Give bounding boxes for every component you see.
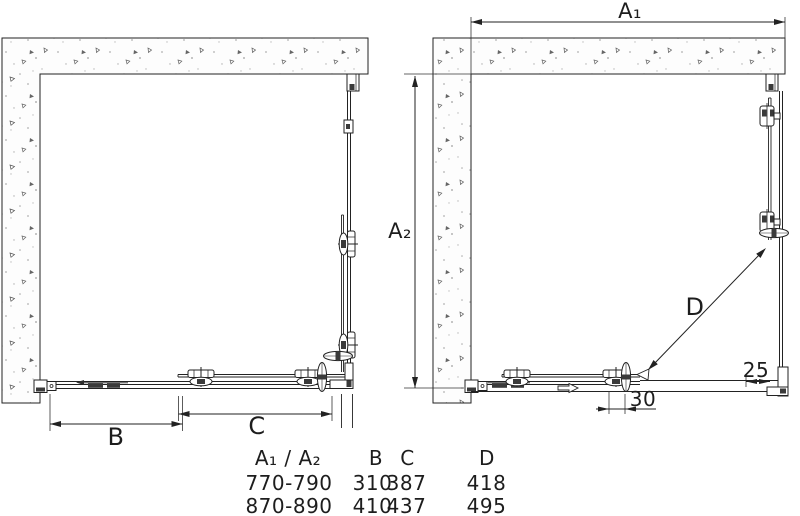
corner-knob-horizontal [324,351,353,360]
table-header-d: D [479,446,495,470]
dimension-a1-label: A₁ [618,0,642,23]
dimension-d-label: D [685,293,705,321]
cell-b-row1: 310 [352,471,393,495]
bottom-door-roller-left [504,367,530,387]
side-door-knob [760,228,789,237]
cell-c-row1: 387 [386,471,427,495]
dimension-25-label: 25 [742,358,770,382]
cell-a-row2: 870-890 [245,494,333,516]
table-header-a: A₁ / A₂ [254,446,322,470]
cell-d-row2: 495 [466,494,507,516]
dimension-c-label: C [248,412,266,440]
wall-profile-top [347,74,359,91]
cell-c-row2: 437 [386,494,427,516]
bottom-door-roller-left [188,367,214,387]
dimension-30-label: 30 [629,387,657,411]
table-header-b: B [368,446,384,470]
dimension-b-label: B [107,423,125,451]
table-row [245,494,506,516]
glass-connector [344,120,353,133]
wall-profile-bottom [465,380,487,393]
table-header-c: C [400,446,415,470]
dimension-a2-label: A₂ [388,219,412,243]
table-row [245,471,506,495]
cell-a-row1: 770-790 [245,471,333,495]
cell-d-row1: 418 [466,471,507,495]
cell-b-row2: 410 [352,494,393,516]
wall-profile-bottom [34,380,56,393]
corner-knob-vertical [317,363,326,392]
side-door-roller-top [338,231,358,257]
wall-profile-top [766,74,778,91]
